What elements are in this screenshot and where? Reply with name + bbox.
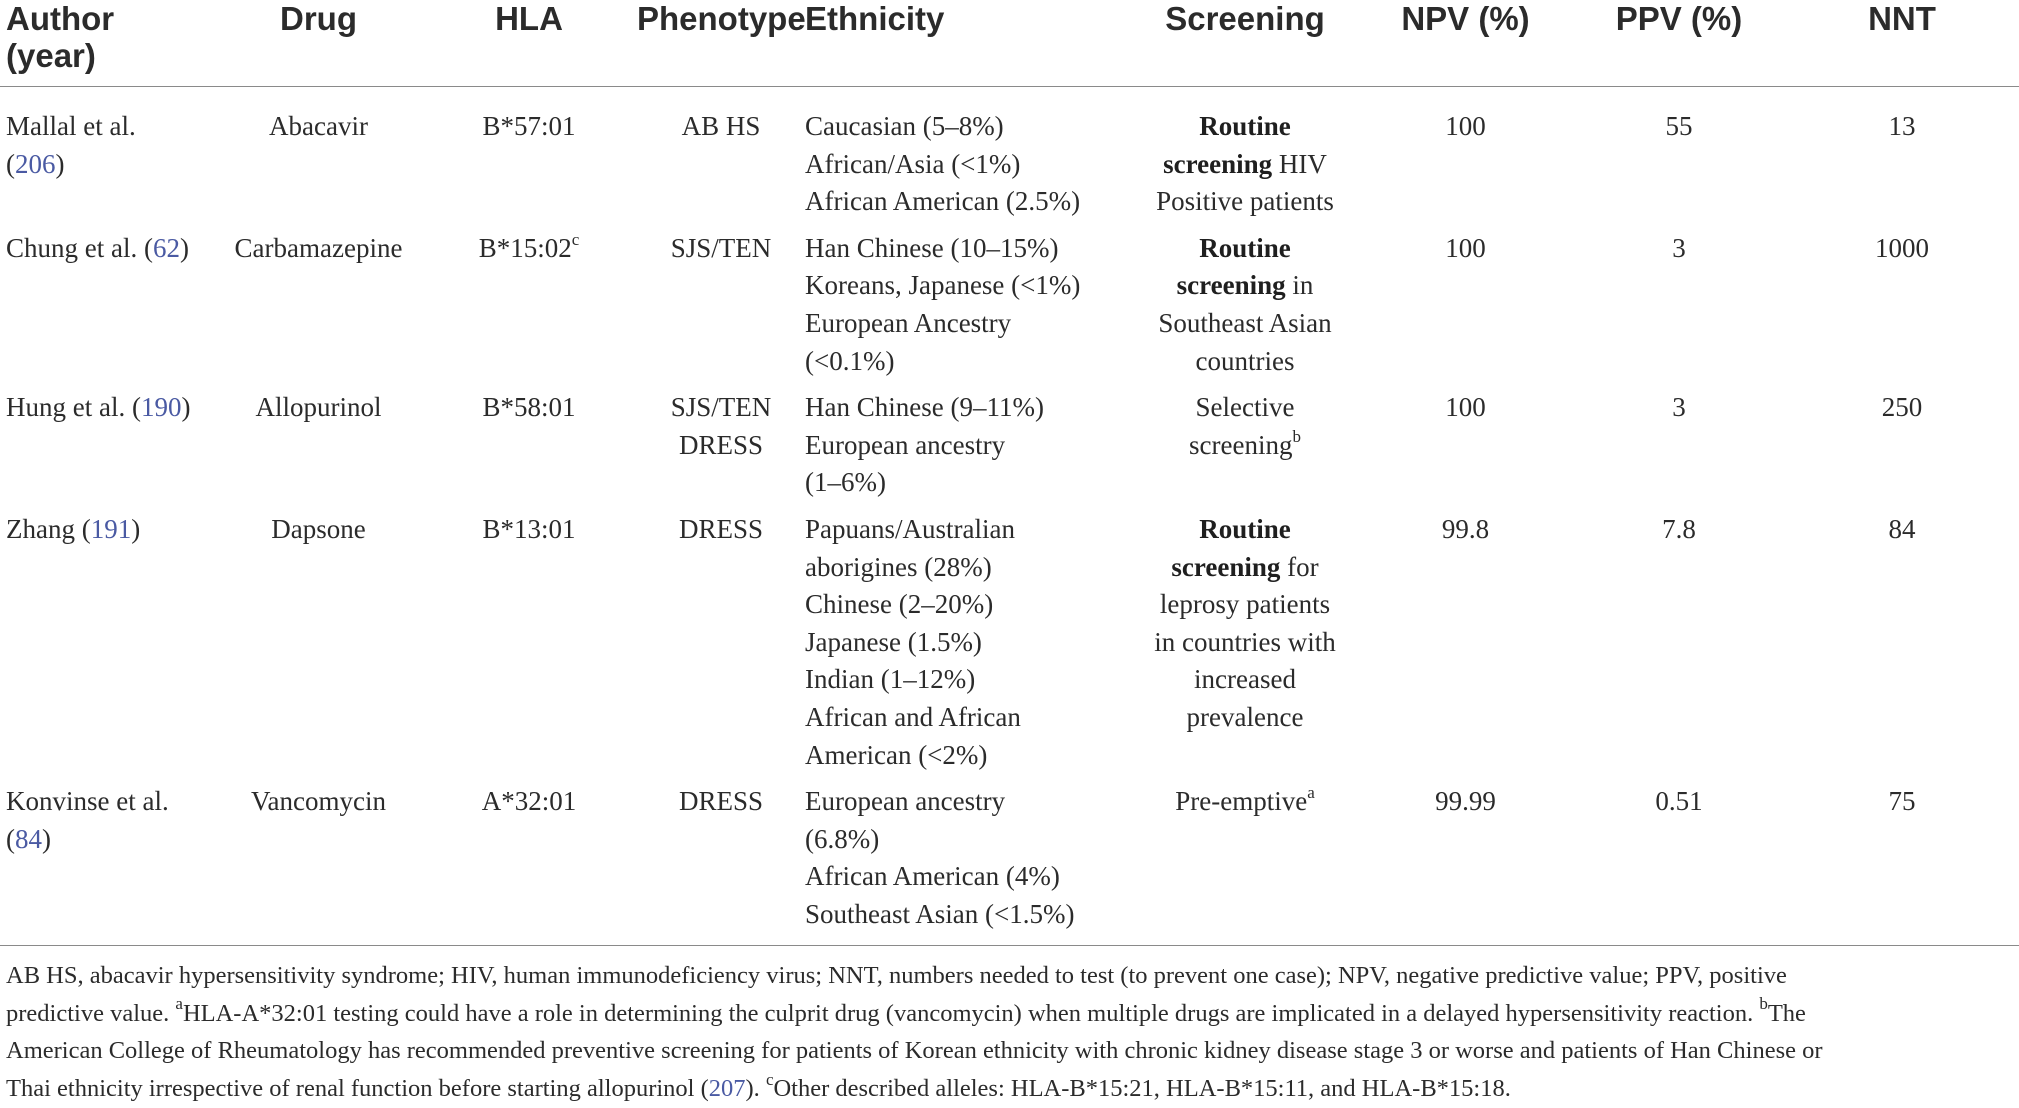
footnote-line: AB HS, abacavir hypersensitivity syndrome; HIV, human immunodeficiency virus; NNT, numbers needed to test (to prevent one case); NPV, negative predictive value; PPV, positive — [6, 962, 1787, 989]
cell-ppv: 55 — [1665, 111, 1693, 141]
cell-screening: Selective screening$^b$ — [1189, 392, 1301, 460]
cell-npv: 99.8 — [1441, 513, 1490, 544]
cell-phenotype: DRESS — [637, 774, 805, 946]
reference-link[interactable]: 206 — [15, 148, 56, 179]
cell-ppv: 3 — [1672, 392, 1686, 423]
cell-drug: Carbamazepine — [234, 232, 403, 263]
cell-nnt: 13 — [1888, 111, 1916, 141]
table-row — [0, 502, 2019, 774]
cell-npv: 100 — [1445, 111, 1486, 141]
header-screening: Screening — [1132, 0, 1358, 87]
footnote-line: predictive value. $^a$HLA-A*32:01 testing could have a role in determining the culprit drug (vancomycin) when multiple drugs are implicated in a delayed hypersensitivity reaction. $^b$The — [6, 994, 1806, 1027]
reference-link[interactable]: 84 — [15, 823, 42, 854]
cell-author: Chung et al. (62) — [6, 232, 189, 263]
header-row — [0, 0, 2019, 87]
reference-link[interactable]: 191 — [90, 513, 132, 544]
header-npv: NPV (%) — [1358, 0, 1573, 87]
cell-nnt: 75 — [1785, 774, 2019, 946]
cell-ppv: 3 — [1672, 232, 1686, 263]
cell-screening: Pre-emptive$^a$ — [1132, 774, 1358, 946]
cell-ethnicity: Han Chinese (9–11%) European ancestry (1–6%) — [805, 392, 1044, 498]
cell-nnt: 250 — [1881, 392, 1923, 423]
cell-ppv: 7.8 — [1662, 513, 1696, 544]
cell-phenotype: SJS/TEN DRESS — [670, 392, 772, 460]
footnote-line: Thai ethnicity irrespective of renal function before starting allopurinol (207). $^c$Other described alleles: HLA-B*15:21, HLA-B*15:11, and HLA-B*15:18. — [6, 1069, 1511, 1102]
cell-author: Hung et al. (190) — [6, 392, 191, 423]
cell-phenotype: SJS/TEN — [670, 232, 772, 263]
table-row — [0, 221, 2019, 380]
cell-hla: A*32:01 — [421, 774, 637, 946]
cell-phenotype: AB HS — [681, 111, 761, 141]
header-hla: HLA — [421, 0, 637, 87]
cell-ethnicity: Papuans/Australian aborigines (28%) Chinese (2–20%) Japanese (1.5%) Indian (1–12%) African and African American (<2%) — [805, 513, 1021, 770]
reference-link[interactable]: 207 — [708, 1074, 746, 1102]
header-drug: Drug — [216, 0, 421, 87]
cell-phenotype: DRESS — [678, 513, 764, 544]
header-nnt: NNT — [1785, 0, 2019, 87]
cell-author: Mallal et al. (206) — [6, 111, 136, 179]
footnote-line: American College of Rheumatology has recommended preventive screening for patients of Korean ethnicity with chronic kidney disease stage 3 or worse and patients of Han Chinese or — [6, 1037, 1823, 1065]
cell-ethnicity: Caucasian (5–8%) African/Asia (<1%) African American (2.5%) — [805, 111, 1081, 217]
cell-hla: B*58:01 — [482, 392, 576, 423]
cell-ethnicity: European ancestry (6.8%) African American (4%) Southeast Asian (<1.5%) — [805, 774, 1132, 946]
cell-ppv: 0.51 — [1573, 774, 1785, 946]
cell-author: Zhang (191) — [6, 513, 141, 544]
cell-hla: B*13:01 — [482, 513, 576, 544]
cell-screening: Routine screening for leprosy patients in countries with increased prevalence — [1154, 513, 1336, 732]
table-row — [0, 87, 2019, 221]
cell-drug: Dapsone — [271, 513, 366, 544]
cell-nnt: 1000 — [1875, 232, 1929, 263]
cell-npv: 100 — [1445, 232, 1486, 263]
table-header — [0, 0, 2019, 87]
header-ppv: PPV (%) — [1573, 0, 1785, 87]
cell-author: Konvinse et al. (84) — [0, 774, 216, 946]
table-body — [0, 87, 2019, 946]
cell-drug: Abacavir — [269, 111, 368, 141]
reference-link[interactable]: 190 — [140, 392, 182, 423]
cell-drug: Allopurinol — [255, 392, 382, 423]
cell-npv: 99.99 — [1358, 774, 1573, 946]
reference-link[interactable]: 62 — [152, 232, 180, 263]
cell-drug: Vancomycin — [216, 774, 421, 946]
header-ethnicity: Ethnicity — [805, 0, 1132, 87]
header-author: Author (year) — [0, 0, 216, 87]
cell-screening: Routine screening in Southeast Asian countries — [1158, 232, 1332, 376]
table-row — [0, 774, 2019, 946]
table-row — [0, 380, 2019, 502]
table-footnote — [6, 957, 2012, 1107]
cell-npv: 100 — [1445, 392, 1486, 423]
cell-hla: B*15:02$^c$ — [478, 229, 580, 263]
cell-ethnicity: Han Chinese (10–15%) Koreans, Japanese (<1%) European Ancestry (<0.1%) — [805, 232, 1081, 376]
cell-hla: B*57:01 — [482, 111, 576, 141]
cell-nnt: 84 — [1888, 513, 1916, 544]
header-phenotype: Phenotype — [637, 0, 805, 87]
cell-screening: Routine screening HIV Positive patients — [1156, 111, 1334, 217]
